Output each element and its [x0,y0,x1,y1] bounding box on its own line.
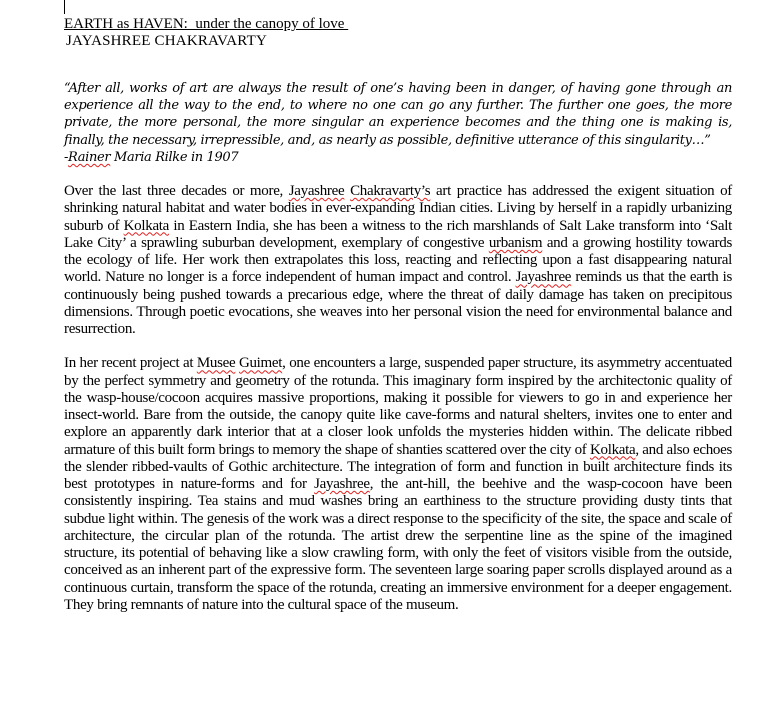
text-cursor [64,0,65,14]
misspelled-word[interactable]: Jayashree [314,476,370,493]
text-run: , one encounters a large, suspended paper structure, its asymmetry accentuated by the perfect symmetry and geometry of the rotunda. This imaginary form inspired by the architectonic quality of the wasp-house/cocoon acquires massive proportions, making it possible for viewers to go in and experience her insect-world. Bare from the outside, the canopy quite like cave-forms and natural shelters, invites one to enter and explore an apparently dark interior that at a closer look unfolds the mysteries hidden within. The delicate ribbed armature of this built form brings to memory the shape of shanties scattered over the city of [64,355,733,458]
text-run: In her recent project at [64,355,197,372]
text-run: reminds us that the earth is continuously being pushed towards a precarious edge, where the threat of daily damage has taken on precipitous dimensions. Through poetic evocations, she weaves into her personal vision the need for environmental balance and resurrection. [64,269,733,338]
text-run: , the ant-hill, the beehive and the wasp-cocoon have been consistently inspiring. Tea stains and mud washes bring an earthiness to the structure providing dusty tints that subdue light within. The genesis of the work was a direct response to the specificity of the site, the space and scale of architecture, the circular plan of the rotunda. The artist drew the serpentine line as the spine of the imagined structure, its potential of behaving like a slow crawling form, with only the feet of visitors visible from the outside, conceived as an inherent part of the expressive form. The seventeen large soaring paper scrolls displayed around as a continuous curtain, transform the space of the rotunda, creating an immersive environment for a deeper engagement. They bring remnants of nature into the cultural space of the museum. [64,476,732,613]
attribution-name-misspelled: Rainer [68,149,111,165]
document-author: JAYASHREE CHAKRAVARTY [66,33,267,49]
text-run: and a growing hostility towards the ecology of life. Her work then extrapolates this loss, reacting and reflecting upon a fast disappearing natural world. Nature no longer is a force independent of human impact and control. [64,234,732,286]
misspelled-word[interactable]: urbanism [488,234,543,251]
attribution-dash: - [64,149,69,165]
text-run: art practice has addressed the exigent situation of shrinking natural habitat and water bodies in ever-expanding Indian cities. Living by herself in a rapidly urbanizing suburb of [64,183,732,234]
body-paragraph-2 [64,355,732,614]
misspelled-word[interactable]: Chakravarty’s [350,183,431,200]
document-title: EARTH as HAVEN: under the canopy of love [64,16,349,32]
text-run: , and also echoes the slender ribbed-vaults of Gothic architecture. The integration of form and function in built architecture finds its best prototypes in nature-forms and for [64,441,732,493]
epigraph-attribution [64,149,732,166]
text-run: in Eastern India, she has been a witness to the rich marshlands of Salt Lake transform into ‘Salt Lake City’ a sprawling suburban development, exemplary of congestive [64,217,733,251]
misspelled-word[interactable]: Jayashree [288,183,345,200]
epigraph-quote: “After all, works of art are always the result of one’s having been in danger, of having gone through an experience all the way to the end, to where no one can go any further. The further one goes, the more private, the more personal, the more singular an experience becomes and the thing one is making is, finally, the necessary, irrepressible, and, as nearly as possible, definitive utterance of this singularity…” [64,81,732,148]
misspelled-word[interactable]: Musee [196,355,236,372]
misspelled-word[interactable]: Guimet [238,355,283,372]
attribution-rest: Maria Rilke in 1907 [110,149,239,165]
misspelled-word[interactable]: Jayashree [515,269,572,286]
misspelled-word[interactable]: Kolkata [589,441,636,458]
text-run: Over the last three decades or more, [64,183,289,200]
body-paragraph-1 [64,183,732,338]
misspelled-word[interactable]: Kolkata [123,217,170,234]
document-page[interactable] [64,16,732,614]
